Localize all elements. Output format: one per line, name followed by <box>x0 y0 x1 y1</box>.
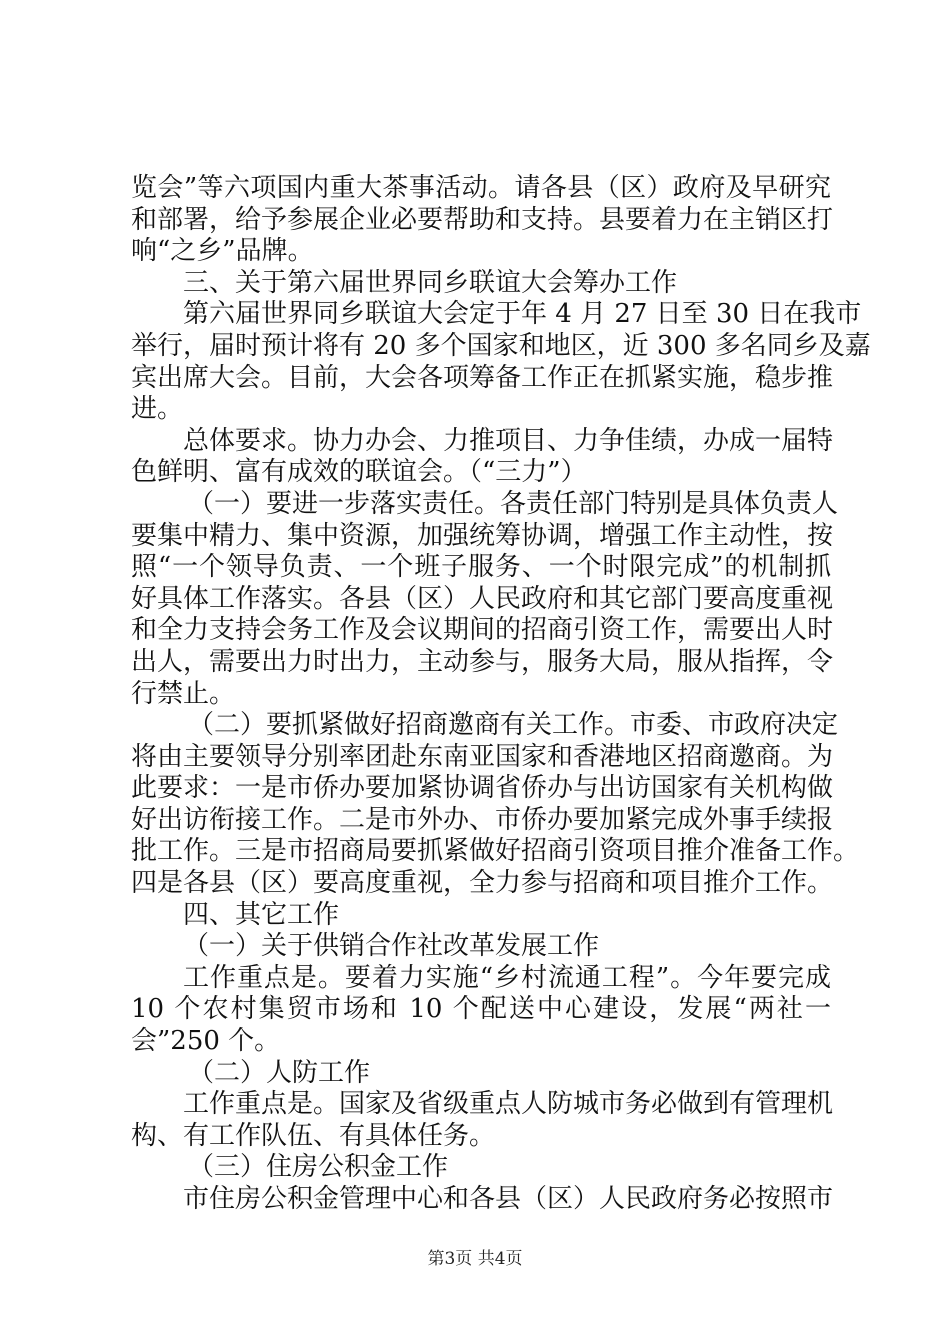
text-line: 会”250 个。 <box>131 1026 281 1057</box>
text-line: 工作重点是。国家及省级重点人防城市务必做到有管理机 <box>183 1089 834 1120</box>
text-line: 和全力支持会务工作及会议期间的招商引资工作，需要出人时 <box>131 615 834 646</box>
text-line: 工作重点是。要着力实施“乡村流通工程”。今年要完成 <box>183 962 831 993</box>
section-heading: 四、其它工作 <box>183 899 340 930</box>
text-line: 色鲜明、富有成效的联谊会。（“三力”） <box>131 457 587 488</box>
subsection-heading: （三）住房公积金工作 <box>188 1152 449 1183</box>
text-line: 此要求：一是市侨办要加紧协调省侨办与出访国家有关机构做 <box>131 773 834 804</box>
text-line: 照“一个领导负责、一个班子服务、一个时限完成”的机制抓 <box>131 552 831 583</box>
text-line: 出人，需要出力时出力，主动参与，服务大局，服从指挥，令 <box>131 646 834 677</box>
text-line: 宾出席大会。目前，大会各项筹备工作正在抓紧实施，稳步推 <box>131 362 834 393</box>
text-line: 览会”等六项国内重大茶事活动。请各县（区）政府及早研究 <box>131 173 831 203</box>
text-line: 好具体工作落实。各县（区）人民政府和其它部门要高度重视 <box>131 583 834 614</box>
text-line: （一）要进一步落实责任。各责任部门特别是具体负责人 <box>188 488 839 519</box>
text-line: 进。 <box>131 394 184 425</box>
text-line: 响“之乡”品牌。 <box>131 236 314 267</box>
text-line: 第六届世界同乡联谊大会定于年 4 月 27 日至 30 日在我市 <box>183 299 862 330</box>
subsection-heading: （一）关于供销合作社改革发展工作 <box>183 931 600 962</box>
document-body <box>131 173 871 1216</box>
text-line: 要集中精力、集中资源，加强统筹协调，增强工作主动性，按 <box>131 520 834 551</box>
page-number-label: 第3页 共4页 <box>427 1249 523 1269</box>
text-line: 举行，届时预计将有 20 多个国家和地区，近 300 多名同乡及嘉 <box>131 330 871 361</box>
section-heading: 三、关于第六届世界同乡联谊大会筹办工作 <box>183 267 678 298</box>
text-line: 行禁止。 <box>131 678 236 709</box>
subsection-heading: （二）人防工作 <box>188 1057 371 1088</box>
text-line: 批工作。三是市招商局要抓紧做好招商引资项目推介准备工作。 <box>131 836 860 867</box>
text-line: 将由主要领导分别率团赴东南亚国家和香港地区招商邀商。为 <box>131 741 834 772</box>
text-line: 和部署，给予参展企业必要帮助和支持。县要着力在主销区打 <box>131 204 834 235</box>
text-line: 总体要求。协力办会、力推项目、力争佳绩，办成一届特 <box>183 425 834 456</box>
text-line: 好出访衔接工作。二是市外办、市侨办要加紧完成外事手续报 <box>131 804 834 835</box>
text-line: 市住房公积金管理中心和各县（区）人民政府务必按照市 <box>183 1184 834 1214</box>
page-footer <box>0 1244 950 1269</box>
text-line: （二）要抓紧做好招商邀商有关工作。市委、市政府决定 <box>188 710 839 741</box>
text-line: 四是各县（区）要高度重视，全力参与招商和项目推介工作。 <box>131 868 834 899</box>
text-line: 10 个农村集贸市场和 10 个配送中心建设，发展“两社一 <box>131 994 831 1025</box>
text-line: 构、有工作队伍、有具体任务。 <box>131 1120 496 1151</box>
